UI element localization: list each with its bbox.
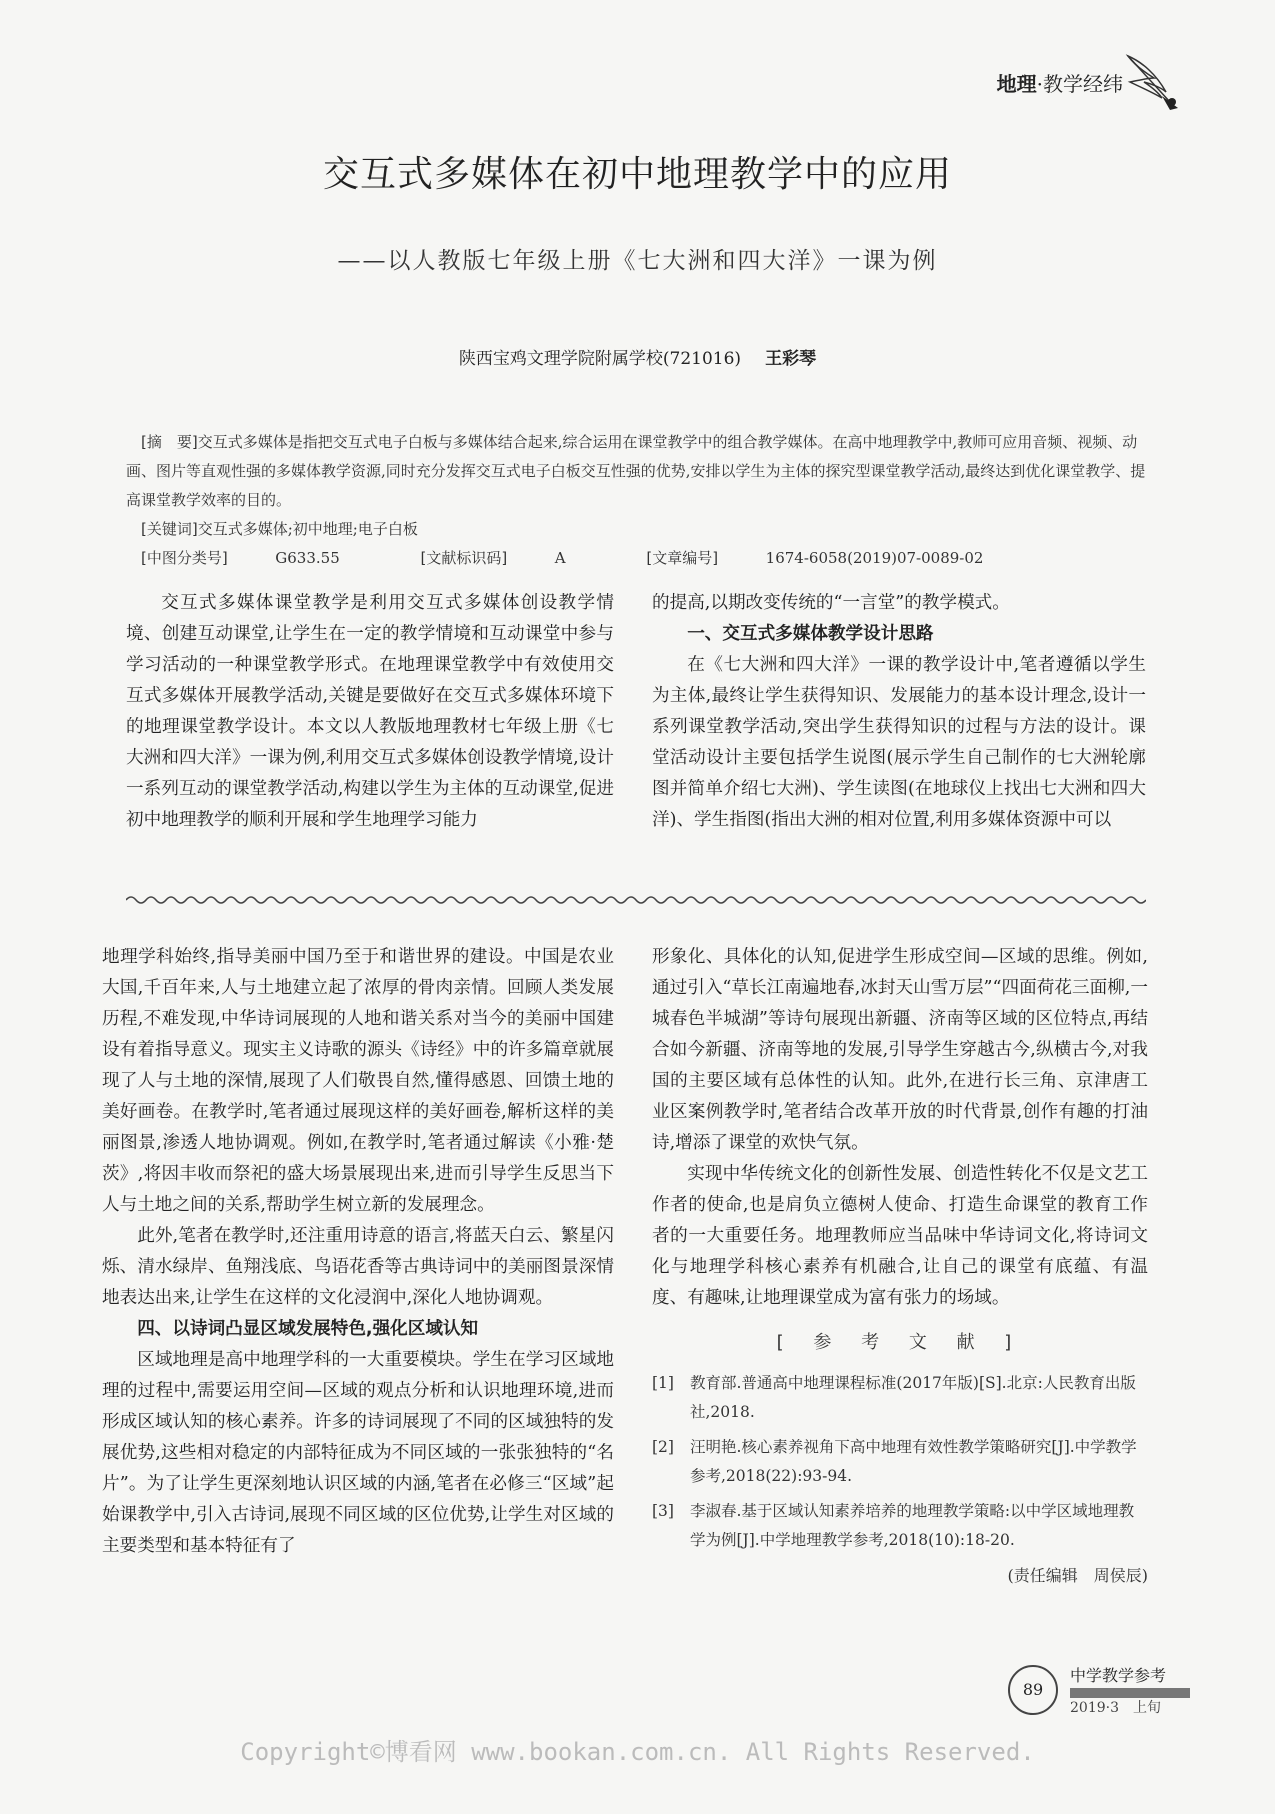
summary-label: [摘 要] <box>141 433 198 451</box>
upper-right-paragraph: 在《七大洲和四大洋》一课的教学设计中,笔者遵循以学生为主体,最终让学生获得知识、发展能力的基本设计理念,设计一系列课堂教学活动,突出学生获得知识的过程与方法的设计。课堂活动设计主要包括学生说图(展示学生自己制作的七大洲轮廓图并简单介绍七大洲)、学生读图(在地球仪上找出七大洲和四大洋)、学生指图(指出大洲的相对位置,利用多媒体资源中可以 <box>652 655 1146 830</box>
quill-icon <box>1122 52 1184 114</box>
section-bold: 地理 <box>996 72 1037 96</box>
lower-left-column <box>102 942 614 1562</box>
doc-label: [文献标识码] <box>420 549 508 567</box>
article-value: 1674-6058(2019)07-0089-02 <box>765 549 984 567</box>
keywords-label: [关键词] <box>141 520 198 538</box>
summary-text: 交互式多媒体是指把交互式电子白板与多媒体结合起来,综合运用在课堂教学中的组合教学媒体。在高中地理教学中,教师可应用音频、视频、动画、图片等直观性强的多媒体教学资源,同时充分发挥交互式电子白板交互性强的优势,安排以学生为主体的探究型课堂教学活动,最终达到优化课堂教学、提高课堂教学效率的目的。 <box>126 433 1146 509</box>
abstract-keywords <box>126 515 1146 544</box>
footer-bar <box>1070 1688 1190 1698</box>
keywords-text: 交互式多媒体;初中地理;电子白板 <box>197 520 418 538</box>
references-title: [ 参 考 文 献 ] <box>776 1332 1024 1353</box>
upper-left-paragraph: 交互式多媒体课堂教学是利用交互式多媒体创设教学情境、创建互动课堂,让学生在一定的教学情境和互动课堂中参与学习活动的一种课堂教学形式。在地理课堂教学中有效使用交互式多媒体开展教学活动,关键是要做好在交互式多媒体环境下的地理课堂教学设计。本文以人教版地理教材七年级上册《七大洲和四大洋》一课为例,利用交互式多媒体创设教学情境,设计一系列互动的课堂教学活动,构建以学生为主体的互动课堂,促进初中地理教学的顺利开展和学生地理学习能力 <box>126 593 614 830</box>
clc-value: G633.55 <box>275 549 340 567</box>
abstract-meta <box>126 544 1146 573</box>
wavy-divider <box>126 893 1146 907</box>
upper-left-column <box>126 588 614 836</box>
clc-label: [中图分类号] <box>141 549 228 567</box>
article-title: 交互式多媒体在初中地理教学中的应用 <box>322 154 952 195</box>
editor-note: (责任编辑 周侯辰) <box>1007 1566 1148 1585</box>
upper-right-column <box>652 588 1146 836</box>
journal-footer <box>1070 1666 1190 1718</box>
reference-item: [1] 教育部.普通高中地理课程标准(2017年版)[S].北京:人民教育出版社,2018. <box>652 1374 1136 1421</box>
page-number: 89 <box>1008 1665 1058 1715</box>
reference-item: [2] 汪明艳.核心素养视角下高中地理有效性教学策略研究[J].中学教学参考,2018(22):93-94. <box>652 1438 1137 1485</box>
author-line <box>0 344 1275 369</box>
lower-left-paragraph-1: 地理学科始终,指导美丽中国乃至于和谐世界的建设。中国是农业大国,千百年来,人与土地建立起了浓厚的骨肉亲情。回顾人类发展历程,不难发现,中华诗词展现的人地和谐关系对当今的美丽中国建设有着指导意义。现实主义诗歌的源头《诗经》中的许多篇章就展现了人与土地的深情,展现了人们敬畏自然,懂得感恩、回馈土地的美好画卷。在教学时,笔者通过展现这样的美好画卷,解析这样的美丽图景,渗透人地协调观。例如,在教学时,笔者通过解读《小雅·楚茨》,将因丰收而祭祀的盛大场景展现出来,进而引导学生反思当下人与土地之间的关系,帮助学生树立新的发展理念。 <box>102 947 614 1215</box>
section-heading-1: 一、交互式多媒体教学设计思路 <box>687 624 934 644</box>
article-subtitle: ——以人教版七年级上册《七大洲和四大洋》一课为例 <box>337 248 938 274</box>
abstract-summary <box>126 428 1146 515</box>
journal-name: 中学教学参考 <box>1070 1666 1167 1685</box>
reference-item: [3] 李淑春.基于区域认知素养培养的地理教学策略:以中学区域地理教学为例[J].中学地理教学参考,2018(10):18-20. <box>652 1502 1135 1549</box>
journal-issue: 2019·3 上旬 <box>1070 1700 1161 1716</box>
lower-left-paragraph-2: 此外,笔者在教学时,还注重用诗意的语言,将蓝天白云、繁星闪烁、清水绿岸、鱼翔浅底、鸟语花香等古典诗词中的美丽图景深情地表达出来,让学生在这样的文化浸润中,深化人地协调观。 <box>102 1226 614 1308</box>
upper-right-continuation: 的提高,以期改变传统的“一言堂”的教学模式。 <box>652 593 1010 613</box>
affiliation: 陕西宝鸡文理学院附属学校(721016) <box>458 349 742 369</box>
lower-right-paragraph-1: 形象化、具体化的认知,促进学生形成空间—区域的思维。例如,通过引入“草长江南遍地春,冰封天山雪万层”“四面荷花三面柳,一城春色半城湖”等诗句展现出新疆、济南等区域的区位特点,再结合如今新疆、济南等地的发展,引导学生穿越古今,纵横古今,对我国的主要区域有总体性的认知。此外,在进行长三角、京津唐工业区案例教学时,笔者结合改革开放的时代背景,创作有趣的打油诗,增添了课堂的欢快气氛。 <box>652 947 1148 1153</box>
references <box>652 1328 1148 1590</box>
section-heading-4: 四、以诗词凸显区域发展特色,强化区域认知 <box>137 1319 479 1339</box>
lower-right-column <box>652 942 1148 1590</box>
doc-value: A <box>554 549 566 567</box>
article-label: [文章编号] <box>646 549 719 567</box>
section-rest: ·教学经纬 <box>1036 72 1123 96</box>
author-name: 王彩琴 <box>765 349 817 369</box>
abstract-block <box>126 428 1146 573</box>
lower-left-paragraph-3: 区域地理是高中地理学科的一大重要模块。学生在学习区域地理的过程中,需要运用空间—区域的观点分析和认识地理环境,进而形成区域认知的核心素养。许多的诗词展现了不同的区域独特的发展优势,这些相对稳定的内部特征成为不同区域的一张张独特的“名片”。为了让学生更深刻地认识区域的内涵,笔者在必修三“区域”起始课教学中,引入古诗词,展现不同区域的区位优势,让学生对区域的主要类型和基本特征有了 <box>102 1350 614 1556</box>
copyright-watermark: Copyright©博看网 www.bookan.com.cn. All Rights Reserved. <box>240 1738 1035 1766</box>
lower-right-paragraph-2: 实现中华传统文化的创新性发展、创造性转化不仅是文艺工作者的使命,也是肩负立德树人使命、打造生命课堂的教育工作者的一大重要任务。地理教师应当品味中华诗词文化,将诗词文化与地理学科核心素养有机融合,让自己的课堂有底蕴、有温度、有趣味,让地理课堂成为富有张力的场域。 <box>652 1164 1148 1308</box>
section-header <box>997 68 1123 97</box>
